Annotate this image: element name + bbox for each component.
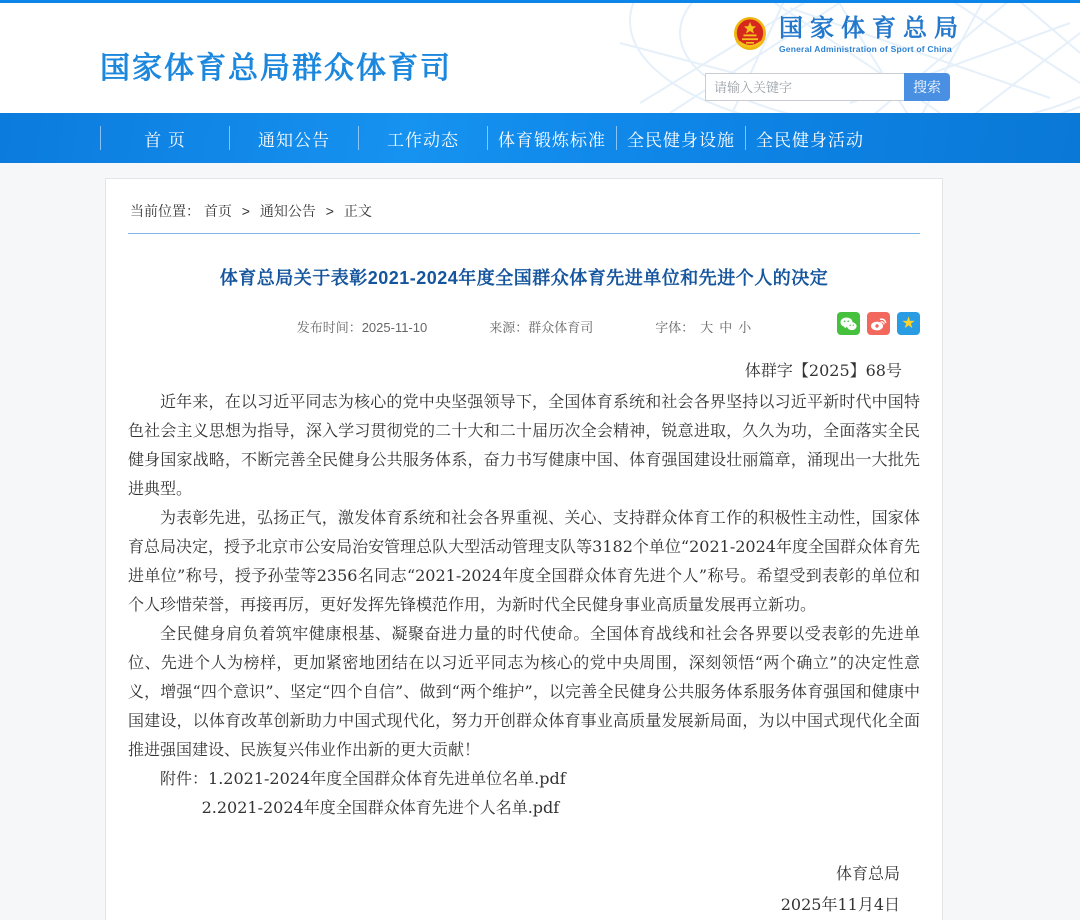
search-bar: [705, 73, 950, 101]
article-title: 体育总局关于表彰2021-2024年度全国群众体育先进单位和先进个人的决定: [219, 268, 829, 288]
article-meta: [128, 314, 920, 338]
publish-date: 发布时间：2025-11-10: [296, 319, 428, 335]
site-header: [0, 3, 1080, 113]
share-buttons: [837, 312, 920, 335]
breadcrumb-label: 当前位置：: [130, 203, 200, 219]
nav-item-fitness-activities[interactable]: 全民健身活动: [756, 130, 864, 150]
font-size-switch: [655, 317, 751, 336]
article-source: 来源：群众体育司: [489, 319, 594, 335]
agency-logo[interactable]: [733, 16, 965, 54]
weibo-share-icon[interactable]: [867, 312, 890, 335]
signature-date: 2025年11月4日: [780, 895, 900, 914]
font-size-small[interactable]: 小: [738, 319, 752, 335]
agency-name-cn: 国家体育总局: [779, 15, 965, 42]
font-size-label: 字体：: [655, 319, 695, 335]
qzone-share-icon[interactable]: [897, 312, 920, 335]
agency-logo-text: [779, 16, 965, 54]
nav-item-exercise-standards[interactable]: 体育锻炼标准: [498, 130, 606, 150]
wechat-share-icon[interactable]: [837, 312, 860, 335]
article-body: [128, 387, 920, 822]
search-button[interactable]: 搜索: [904, 73, 950, 101]
signature-org: 体育总局: [835, 864, 900, 883]
national-emblem-icon: [733, 16, 767, 52]
department-title: 国家体育总局群众体育司: [100, 52, 452, 85]
paragraph-1: 近年来，在以习近平同志为核心的党中央坚强领导下，全国体育系统和社会各界坚持以习近平新时代中国特色社会主义思想为指导，深入学习贯彻党的二十大和二十届历次全会精神，锐意进取，久久为功，全面落实全民健身国家战略，不断完善全民健身公共服务体系，奋力书写健康中国、体育强国建设壮丽篇章，涌现出一大批先进典型。: [128, 392, 920, 498]
nav-item-fitness-facilities[interactable]: 全民健身设施: [627, 130, 735, 150]
paragraph-3: 全民健身肩负着筑牢健康根基、凝聚奋进力量的时代使命。全国体育战线和社会各界要以受表彰的先进单位、先进个人为榜样，更加紧密地团结在以习近平同志为核心的党中央周围，深刻领悟“两个确立”的决定性意义，增强“四个意识”、坚定“四个自信”、做到“两个维护”，以完善全民健身公共服务体系服务体育强国和健康中国建设，以体育改革创新助力中国式现代化，努力开创群众体育事业高质量发展新局面，为以中国式现代化全面推进强国建设、民族复兴伟业作出新的更大贡献！: [128, 624, 920, 759]
attachment-line-1: [128, 764, 920, 793]
page-background: [0, 178, 1080, 914]
main-navigation: [0, 113, 1080, 163]
font-size-medium[interactable]: 中: [719, 319, 733, 335]
breadcrumb-notices[interactable]: 通知公告: [259, 203, 316, 219]
signature-block: [128, 858, 920, 920]
attachment-pdf-individuals[interactable]: 2.2021-2024年度全国群众体育先进个人名单.pdf: [201, 798, 560, 817]
attachments-label: 附件：: [160, 769, 209, 788]
breadcrumb-current: 正文: [343, 203, 372, 219]
breadcrumb-separator: >: [241, 203, 250, 219]
font-size-large[interactable]: 大: [700, 319, 714, 335]
attachment-pdf-units[interactable]: 1.2021-2024年度全国群众体育先进单位名单.pdf: [208, 769, 566, 788]
content-card: [105, 178, 943, 920]
qzone-star-glyph: ★: [901, 314, 916, 332]
search-input[interactable]: [705, 73, 905, 101]
nav-item-notices[interactable]: 通知公告: [258, 130, 330, 150]
breadcrumb-home[interactable]: 首页: [203, 203, 232, 219]
attachment-line-2: [128, 793, 920, 822]
paragraph-2: 为表彰先进，弘扬正气，激发体育系统和社会各界重视、关心、支持群众体育工作的积极性主动性，国家体育总局决定，授予北京市公安局治安管理总队大型活动管理支队等3182个单位“2021-2024年度全国群众体育先进单位”称号，授予孙莹等2356名同志“2021-2024年度全国群众体育先进个人”称号。希望受到表彰的单位和个人珍惜荣誉，再接再厉，更好发挥先锋模范作用，为新时代全民健身事业高质量发展再立新功。: [128, 508, 920, 614]
breadcrumb: [128, 179, 920, 234]
agency-name-en: General Administration of Sport of China: [779, 44, 952, 54]
document-number: 体群字【2025】68号: [744, 361, 902, 380]
nav-item-home[interactable]: 首 页: [144, 130, 186, 150]
breadcrumb-separator: >: [325, 203, 334, 219]
nav-item-work-news[interactable]: 工作动态: [387, 130, 459, 150]
